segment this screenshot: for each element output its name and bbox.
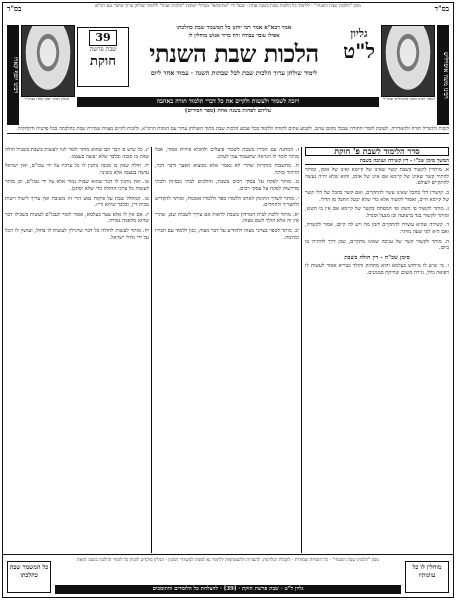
left-vertical-strip: רבינו יוסף קארו: [7, 25, 19, 125]
column-right: [305, 147, 449, 553]
column-divider: [301, 147, 302, 553]
header-band: ויזכה לשמור ולעשות ולקיים את כל דברי תלמוד תורה באהבה: [77, 97, 379, 107]
section-heading: סימן שכ"ח - דין חולה בשבת: [344, 254, 410, 261]
portrait-left-image: [21, 25, 75, 97]
portrait-right-image: [381, 25, 435, 97]
newsletter-page: [2, 2, 454, 598]
portrait-caption-right: הגאון רבינו משה איסרליש זצוק"ל: [383, 96, 435, 101]
parsha-name: חוקת: [90, 54, 116, 69]
halacha-item: ז. המתנה עם חבירו בשבת לשכור פועלים ולהביא פירות אסור, אבל מותר לומר לו הנראה שתעמוד עמי לערב.: [155, 147, 299, 160]
quote-line-1: אמר רבא"א אמר רבי יוחנן כל המשמר שבת כהלכתו: [176, 25, 292, 31]
corner-bsd-right: בס"ד: [434, 4, 449, 13]
right-vertical-strip: רבינו משה איסרליש: [437, 25, 449, 125]
footer-band: גליון ל"ט · שבת פרשת חוקת · [39] · להצלחת כל הלומדים והתומכים: [55, 585, 401, 594]
footer: [3, 554, 453, 597]
footer-box-right: מוחלין לו כל עוונותיו: [405, 561, 449, 593]
halacha-item: ג. מותר לקשור פי השק ופי המפתח בקשר של קיימא אם אין בו חשש, ומותר לקשור בגד ברצועה וכן מנעל וסנדל.: [305, 206, 449, 219]
parsha-label: שבת פרשת: [89, 46, 117, 53]
schedule-subtitle: המשך סימן שכ"ז - דין קשירה ועניבה בשבת: [305, 158, 449, 166]
intro-paragraph: לזכות ולהגדיל תורה ולהאדירה, לטובת לומדי התורה שבכל מקום שהם, לקבוע עתים לתורה וללמוד בכל שבוע הלכות שבת מתוך השולחן ערוך עם הגהות הרמ"א, ולזכות לקיים מצוות שמירת שבת כהלכתה בכל פרטיה ודקדוקיה.: [7, 126, 449, 134]
halacha-item: ה. מותר לקשור קשר של עניבה שאינו מתקיים, שכן דרך להתירו בו ביום.: [305, 238, 449, 252]
issue-number: ל"ט: [343, 39, 375, 63]
halacha-item: יב. מותר לספר בצרכי מצוה ולהודיע על דבר מצוה, כגון ללמוד עם חבירו וכדומה.: [155, 227, 299, 241]
halacha-item: א. מותרין לקשור בשבת קשר שאינו של קיימא ואינו של אומן, ומותר להתיר קשר שאינו של קיימא אם אינו של אומן, והוא שלא יהיה נעשה להתקיים לעולם.: [305, 167, 449, 187]
halacha-item: טז. המחלל שבת על פיקוח נפש הרי זה משובח ואין צריך ליטול רשות מבית דין, ובלבד שיהא זריז.: [5, 195, 149, 209]
header-band-2: עליהם לפחות בשנה אחת (ספר חסידים): [184, 108, 272, 114]
halacha-item: ו. מי שיש לו מיחוש בעלמא והוא מתחזק והולך כבריא אסור לעשות לו רפואה כלל, גזירה משום שחיקת סממנים.: [305, 263, 449, 276]
halacha-item: טו. ואין נותנין לו דבר שהוא שבות גמור אלא על ידי עכו"ם, וכן מותר לעשות כל צרכי החולה כדי שלא יסתכן.: [5, 179, 149, 192]
schedule-title: סדר הלימוד לשבת פ' חוקת: [305, 147, 449, 156]
issue-label: גליון: [350, 27, 368, 40]
halacha-item: יז. אם אין לו אלא צער בעלמא, אסור לומר לעכו"ם לעשות בשבילו דבר שהוא מלאכה גמורה.: [5, 211, 149, 225]
halacha-item: יג. כל שיש בו דבר תם שהוא מותר לומר לגוי לעשות בשבת בשביל חולה שאין בו סכנה ובלבד שלא יעשה בעצמו.: [5, 147, 149, 160]
page-title: הלכות שבת השנתי: [149, 39, 319, 68]
parsha-box: [77, 27, 129, 87]
portrait-caption-left: הגאון רבינו יוסף קארו זצוק"ל: [24, 96, 70, 101]
corner-bsd-left: בס"ד: [7, 4, 22, 13]
halacha-item: ב. קושרין דלי בחבל שאינו עשוי להתקיים, ואם קשר בחבל של דלי קשר של קיימא חייב, ואסור לקשור אלא כדי שלא יבטל החבל מן הדלי.: [305, 189, 449, 203]
quote-line-2: אפילו עובד עבודה זרה כדור אנוש מוחלין לו: [188, 33, 280, 39]
halacha-item: יא. מותר ללכת לבית המרחץ בשבת לראות אם צריך לשבות שם, שהרי אין זה אלא הולך לשם מצוה.: [155, 211, 299, 225]
halacha-item: י. מותר לשדך התינוק לארס וללמדו ספר וללמדו אומנות, ומותר להקדיש ולהעריך ולהחרים.: [155, 195, 299, 209]
footer-text: מכון "הלכות שבת השנתי" · כל הזכויות שמורות · לקבלת הגליונות, להערות ולהצטרפות ללימוד נא לפנות למשרדי המכון · הגליון מוקדש לזכות כל לומדי ההלכה בשנה הזאת: [77, 558, 379, 563]
column-divider: [151, 147, 152, 553]
top-note: מכון "הלכות שבת השנתי" - ללימוד כל הלכות שבת בשנה אחת · שעל ידי "מתיבתא" מגורלי ישיבת "הלכות שבת" ללימוד שולחן ערוך מחבר עם רמ"א: [95, 4, 361, 9]
halacha-item: ד. קשירה שהיא עשויה להתקיים לזמן מה ויש לה קיום, אסור לקשרה, ואם היא לפי שעה מותר.: [305, 222, 449, 235]
halacha-item: ט. מותר לפקח על עסקי רבים בשבת, והולכים לבתי כנסיות ולבתי מדרשות לפקח על עסקי רבים.: [155, 179, 299, 192]
footer-box-left: כל המשמר שבת כהלכתו: [7, 561, 51, 593]
column-middle: [155, 147, 299, 553]
halacha-item: ח. מחשבות מותרות שהרי לא נאמר אלא ממצוא חפצך ודבר דבר, הרהור מותר.: [155, 163, 299, 176]
text-columns: [7, 147, 449, 553]
column-left: [5, 147, 149, 553]
parsha-number: 39: [89, 30, 117, 46]
halacha-item: יח. מותר לעשות לחולה כל דבר שרגילין לעשות לו בחול, ועושין לו הכל על ידי גדולי ישראל.: [5, 227, 149, 241]
issue-box: [339, 27, 379, 62]
halacha-item: יד. חולה שאין בו סכנה נותנין לו כל צרכיו על ידי עכו"ם, ואין ישראל עושה בעצמו אלא בשינוי.: [5, 163, 149, 176]
page-subtitle: לימוד שולחן ערוך הלכות שבת לכל שבתות השנה · עמוד אחד ליום: [150, 69, 318, 77]
masthead: [7, 25, 449, 125]
